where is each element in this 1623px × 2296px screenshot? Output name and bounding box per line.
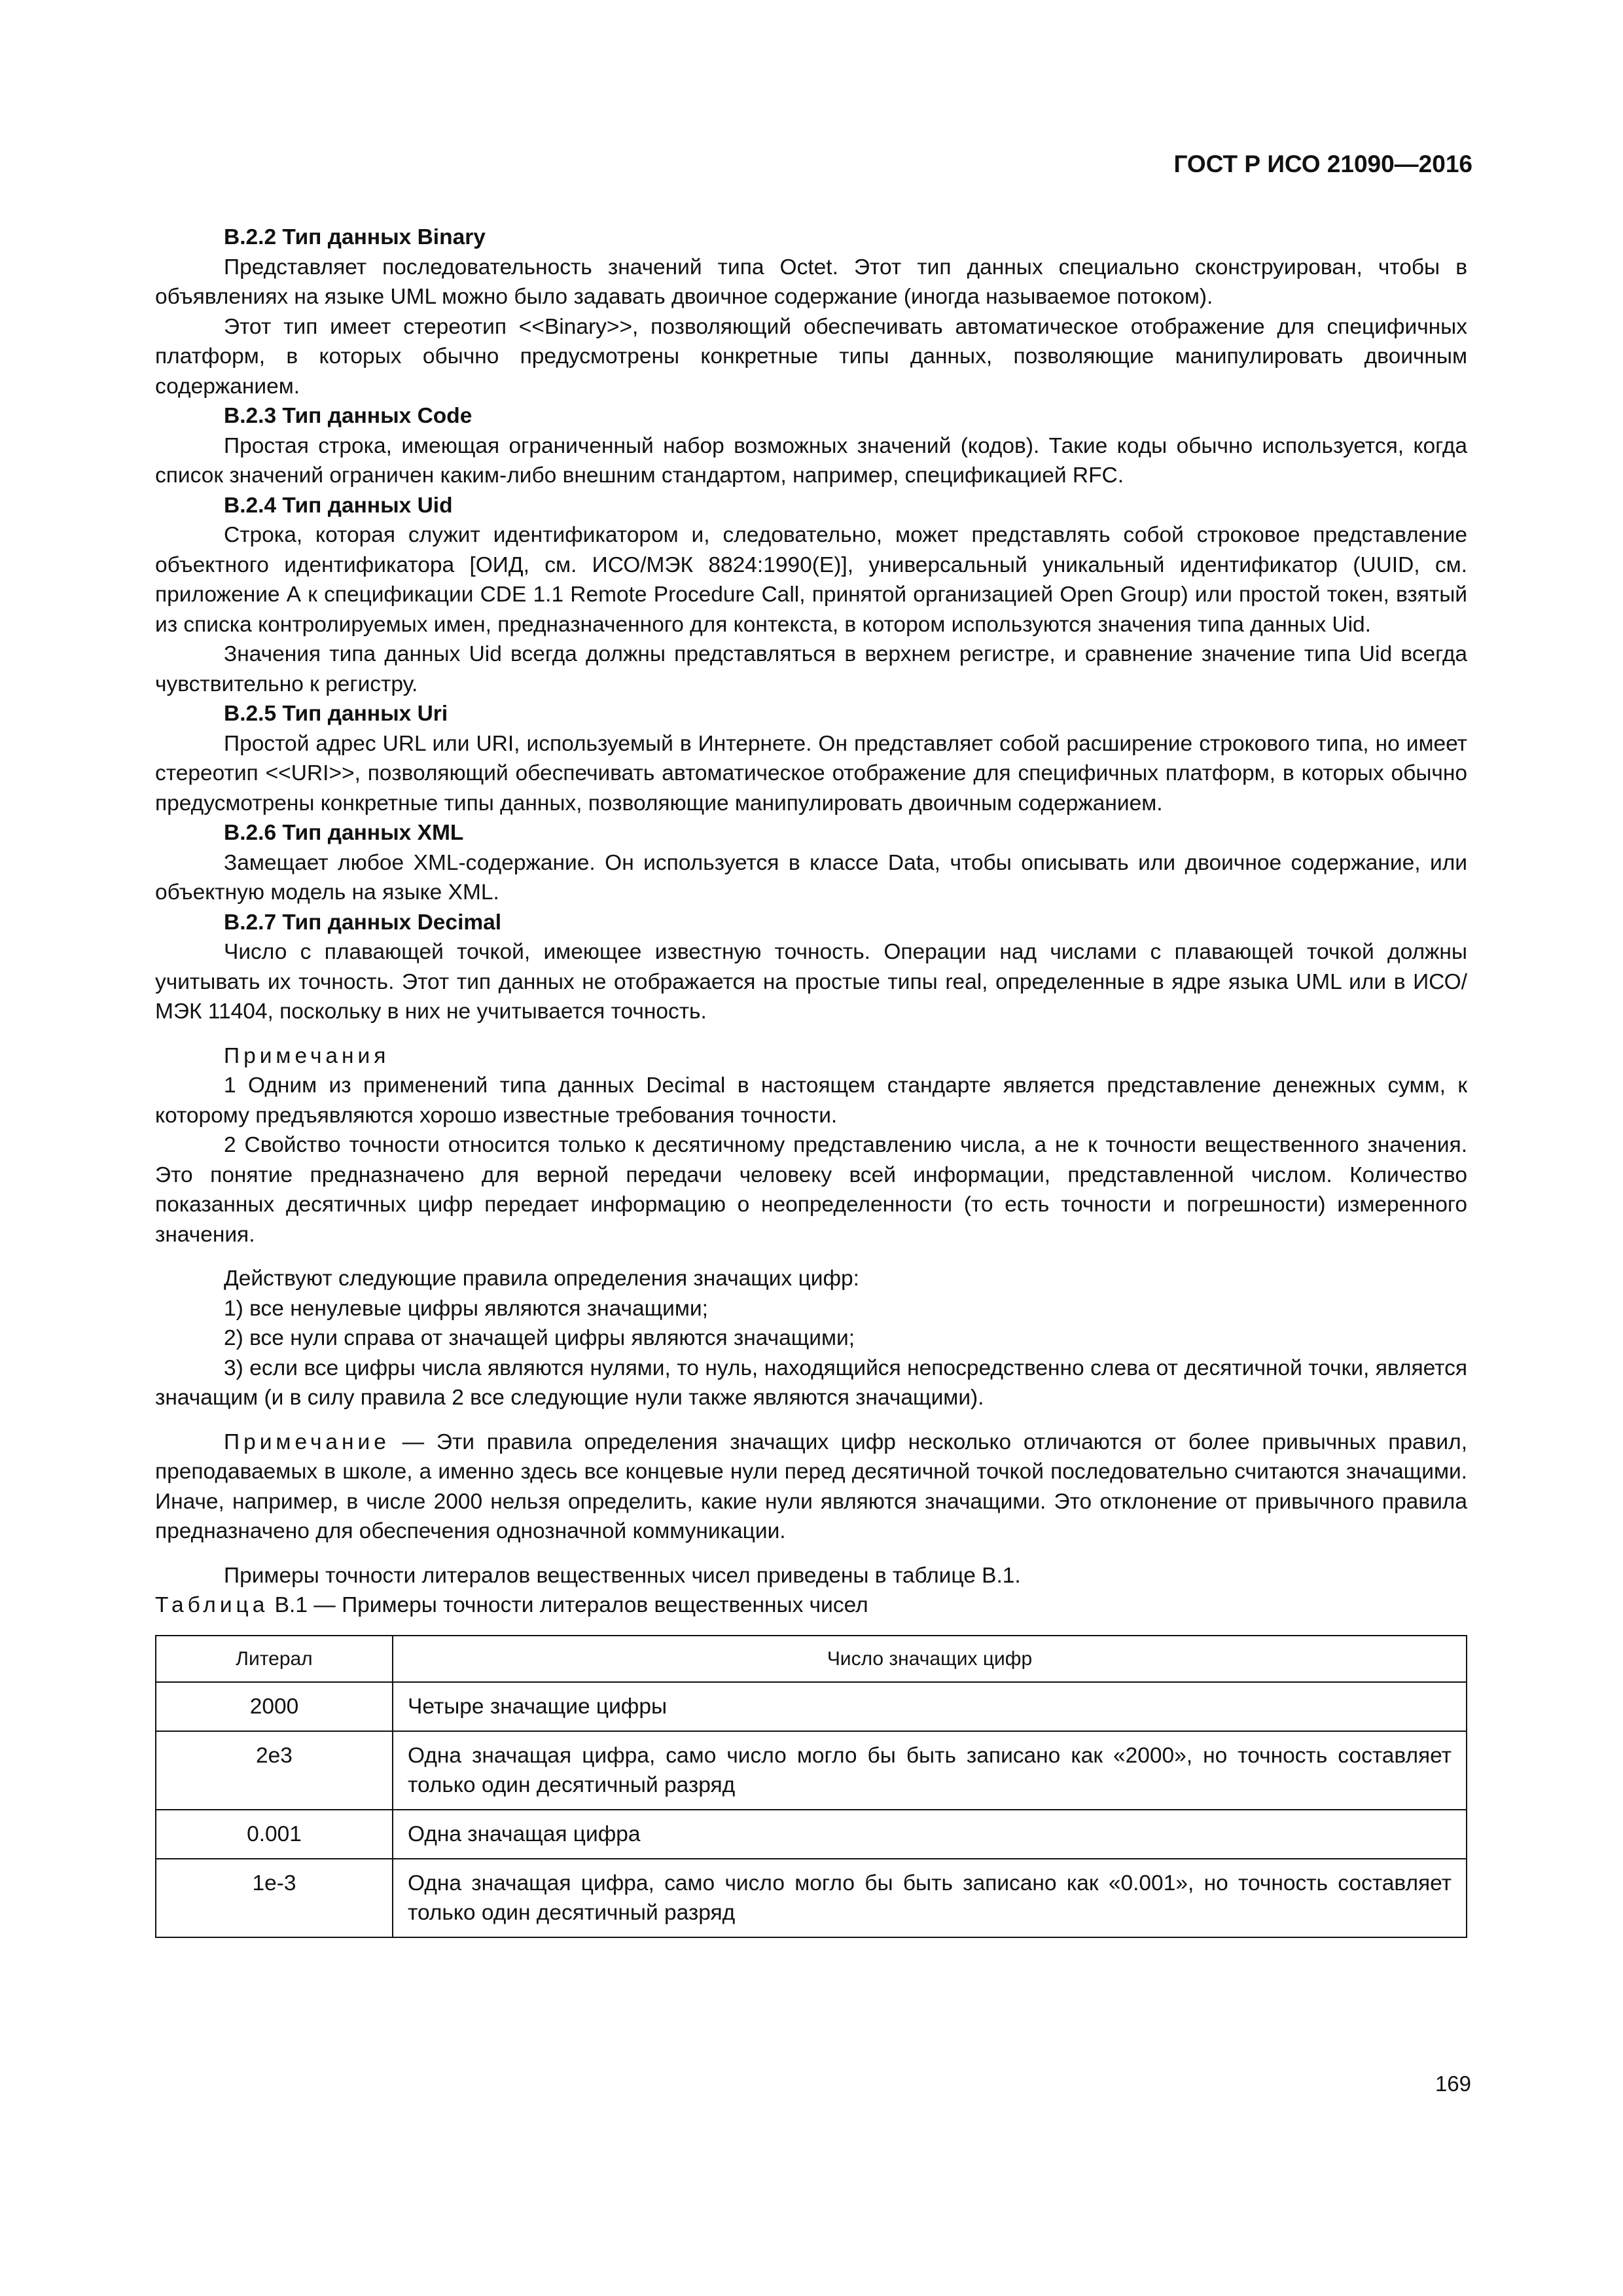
notes-label <box>155 1041 1467 1071</box>
document-body <box>155 223 1467 1938</box>
literal-cell: 2000 <box>156 1682 393 1731</box>
table-row <box>156 1731 1467 1810</box>
literal-cell: 0.001 <box>156 1810 393 1859</box>
body-paragraph: 1) все ненулевые цифры являются значащими; <box>224 1296 708 1321</box>
section-heading: B.2.5 Тип данных Uri <box>224 702 448 726</box>
digits-cell: Четыре значащие цифры <box>393 1682 1467 1731</box>
body-paragraph: Простая строка, имеющая ограниченный набор возможных значений (кодов). Такие коды обычно используется, когда список значений ограничен каким-либо внешним стандартом, например, спецификацией RFC. <box>155 433 1467 488</box>
body-paragraph: 2) все нули справа от значащей цифры являются значащими; <box>224 1326 855 1350</box>
table-caption <box>155 1590 1467 1621</box>
section-heading: B.2.6 Тип данных XML <box>224 821 464 845</box>
literals-table <box>155 1635 1467 1938</box>
body-paragraph: Действуют следующие правила определения значащих цифр: <box>224 1266 859 1291</box>
table-header-row <box>156 1636 1467 1682</box>
table-caption-text: В.1 — Примеры точности литералов вещественных чисел <box>268 1593 868 1617</box>
body-paragraph: 1 Одним из применений типа данных Decimal в настоящем стандарте является представление денежных сумм, к которому предъявляются хорошо известные требования точности. <box>155 1073 1467 1128</box>
body-paragraph: Число с плавающей точкой, имеющее известную точность. Операции над числами с плавающей точкой должны учитывать их точность. Этот тип данных не отображается на простые типы real, определенные в ядре языка UML или в ИСО/МЭК 11404, поскольку в них не учитывается точность. <box>155 940 1467 1024</box>
note-text: — Эти правила определения значащих цифр несколько отличаются от более привычных правил, преподаваемых в школе, а именно здесь все концевые нули перед десятичной точкой последовательно считаются значащими. Иначе, например, в числе 2000 нельзя определить, какие нули являются значащими. Это отклонение от привычного правила предназначено для обеспечения однозначной коммуникации. <box>155 1429 1467 1543</box>
section-heading: B.2.2 Тип данных Binary <box>224 225 486 249</box>
table-row <box>156 1859 1467 1937</box>
note-paragraph <box>155 1427 1467 1547</box>
literal-cell: 1e-3 <box>156 1859 393 1937</box>
body-paragraph: Примеры точности литералов вещественных чисел приведены в таблице В.1. <box>224 1563 1021 1588</box>
table-header-cell: Литерал <box>156 1636 393 1682</box>
body-paragraph: Простой адрес URL или URI, используемый в Интернете. Он представляет собой расширение строкового типа, но имеет стереотип <<URI>>, позволяющий обеспечивать автоматическое отображение для специфичных платформ, в которых обычно предусмотрены конкретные типы данных, позволяющие манипулировать двоичным содержанием. <box>155 731 1467 816</box>
body-paragraph: Замещает любое XML-содержание. Он используется в классе Data, чтобы описывать или двоичное содержание, или объектную модель на языке XML. <box>155 850 1467 905</box>
section-heading: B.2.7 Тип данных Decimal <box>224 910 502 935</box>
note-label: Примечание <box>224 1429 390 1454</box>
notes-label-text: Примечания <box>224 1043 390 1068</box>
body-paragraph: 2 Свойство точности относится только к десятичному представлению числа, а не к точности вещественного значения. Это понятие предназначено для верной передачи человеку всей информации, представленной числом. Количество показанных десятичных цифр передает информацию о неопределенности (то есть точности и погрешности) измеренного значения. <box>155 1133 1467 1247</box>
body-paragraph: Значения типа данных Uid всегда должны представляться в верхнем регистре, и сравнение значение типа Uid всегда чувствительно к регистру. <box>155 642 1467 696</box>
digits-cell: Одна значащая цифра <box>393 1810 1467 1859</box>
body-paragraph: 3) если все цифры числа являются нулями, то нуль, находящийся непосредственно слева от десятичной точки, является значащим (и в силу правила 2 все следующие нули также являются значащими). <box>155 1355 1467 1410</box>
digits-cell: Одна значащая цифра, само число могло бы быть записано как «2000», но точность составляет только один десятичный разряд <box>393 1731 1467 1810</box>
body-paragraph: Этот тип имеет стереотип <<Binary>>, позволяющий обеспечивать автоматическое отображение для специфичных платформ, в которых обычно предусмотрены конкретные типы данных, позволяющие манипулировать двоичным содержанием. <box>155 314 1467 399</box>
table-row <box>156 1810 1467 1859</box>
page-number: 169 <box>1435 2072 1471 2096</box>
section-heading: B.2.3 Тип данных Code <box>224 404 473 428</box>
document-code: ГОСТ Р ИСО 21090—2016 <box>1173 151 1472 177</box>
table-row <box>156 1682 1467 1731</box>
table-header-cell: Число значащих цифр <box>393 1636 1467 1682</box>
body-paragraph: Представляет последовательность значений типа Octet. Этот тип данных специально сконструирован, чтобы в объявлениях на языке UML можно было задавать двоичное содержание (иногда называемое потоком). <box>155 255 1467 309</box>
digits-cell: Одна значащая цифра, само число могло бы быть записано как «0.001», но точность составляет только один десятичный разряд <box>393 1859 1467 1937</box>
section-heading: B.2.4 Тип данных Uid <box>224 493 453 518</box>
literal-cell: 2e3 <box>156 1731 393 1810</box>
body-paragraph: Строка, которая служит идентификатором и, следовательно, может представлять собой строковое представление объектного идентификатора [ОИД, см. ИСО/МЭК 8824:1990(E)], универсальный уникальный идентификатор (UUID, см. приложение А к спецификации CDE 1.1 Remote Procedure Call, принятой организацией Open Group) или простой токен, взятый из списка контролируемых имен, предназначенного для контекста, в котором используются значения типа данных Uid. <box>155 523 1467 637</box>
table-caption-label: Таблица <box>155 1593 269 1617</box>
